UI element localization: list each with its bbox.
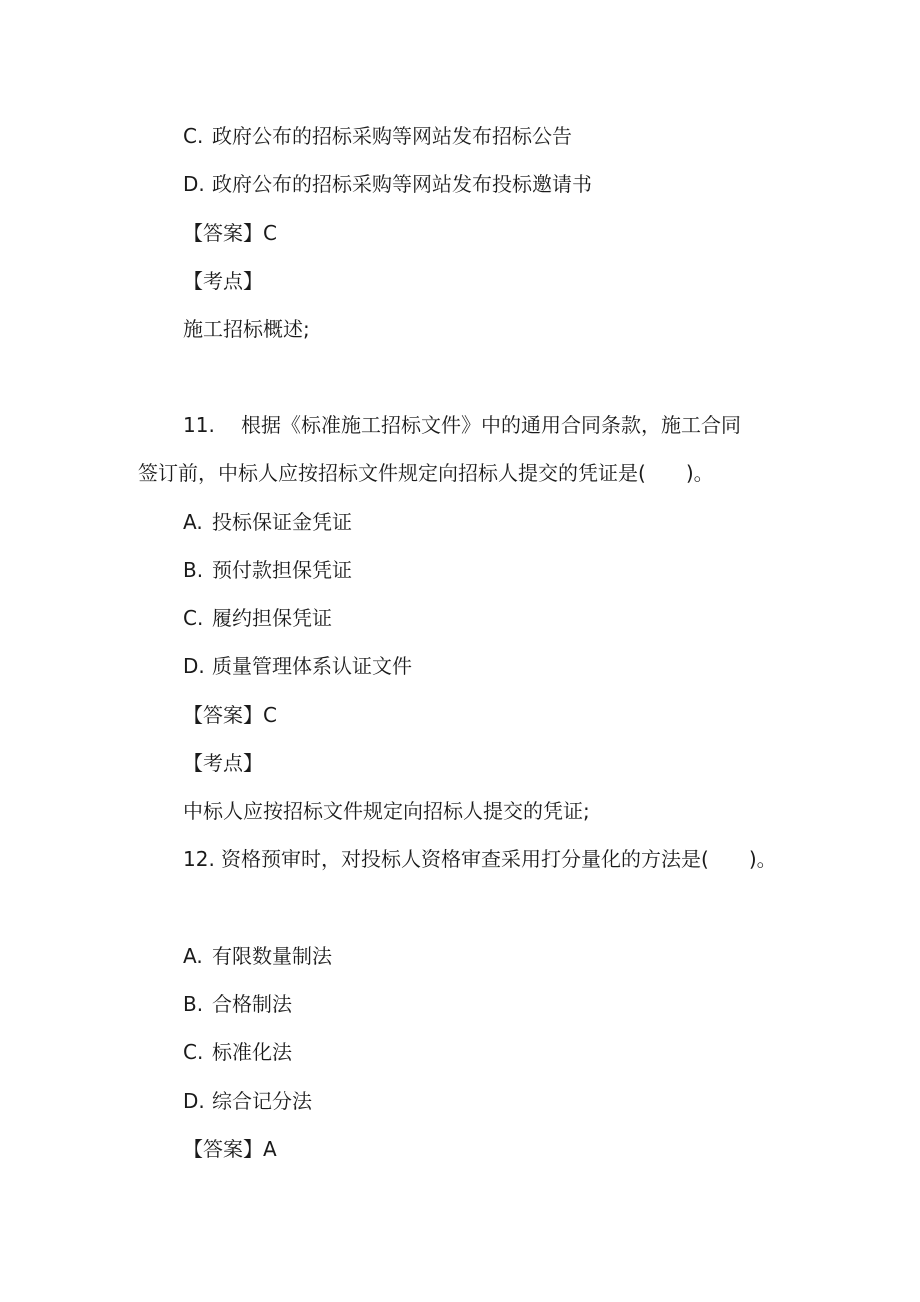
option-c bbox=[183, 604, 332, 632]
exam-point-text: 中标人应按招标文件规定向招标人提交的凭证; bbox=[183, 799, 590, 823]
option-text: 投标保证金凭证 bbox=[212, 510, 352, 534]
option-text: 标准化法 bbox=[212, 1040, 292, 1064]
question-text: 资格预审时，对投标人资格审查采用打分量化的方法是( bbox=[221, 847, 709, 871]
option-letter: A. bbox=[183, 510, 203, 534]
option-b bbox=[183, 990, 292, 1018]
option-letter: C. bbox=[183, 124, 204, 148]
option-letter: D. bbox=[183, 1089, 205, 1113]
question-11-line1 bbox=[183, 411, 741, 439]
option-c bbox=[183, 1038, 292, 1066]
answer-line: 【答案】C bbox=[183, 221, 277, 245]
option-letter: C. bbox=[183, 606, 204, 630]
question-number: 11. bbox=[183, 413, 215, 437]
option-a bbox=[183, 508, 352, 536]
option-d bbox=[183, 170, 592, 198]
question-text-end: )。 bbox=[685, 461, 714, 485]
question-text-end: )。 bbox=[748, 847, 777, 871]
option-text: 合格制法 bbox=[212, 992, 292, 1016]
exam-point-label: 【考点】 bbox=[183, 269, 263, 293]
option-text: 政府公布的招标采购等网站发布招标公告 bbox=[212, 124, 572, 148]
option-text: 履约担保凭证 bbox=[212, 606, 332, 630]
option-text: 政府公布的招标采购等网站发布投标邀请书 bbox=[212, 172, 592, 196]
option-letter: C. bbox=[183, 1040, 204, 1064]
option-letter: D. bbox=[183, 654, 205, 678]
question-number: 12. bbox=[183, 847, 215, 871]
option-text: 有限数量制法 bbox=[212, 944, 332, 968]
option-a bbox=[183, 942, 332, 970]
exam-point-label: 【考点】 bbox=[183, 751, 263, 775]
option-letter: B. bbox=[183, 558, 204, 582]
option-letter: B. bbox=[183, 992, 204, 1016]
answer-line: 【答案】C bbox=[183, 703, 277, 727]
question-text: 根据《标准施工招标文件》中的通用合同条款，施工合同 bbox=[241, 413, 741, 437]
option-d bbox=[183, 1087, 312, 1115]
exam-point-text: 施工招标概述; bbox=[183, 317, 310, 341]
option-c bbox=[183, 122, 572, 150]
option-text: 质量管理体系认证文件 bbox=[212, 654, 412, 678]
option-d bbox=[183, 652, 412, 680]
question-text: 签订前，中标人应按招标文件规定向招标人提交的凭证是( bbox=[138, 461, 646, 485]
option-b bbox=[183, 556, 352, 584]
option-text: 预付款担保凭证 bbox=[212, 558, 352, 582]
question-12 bbox=[183, 845, 777, 873]
answer-line: 【答案】A bbox=[183, 1137, 277, 1161]
option-text: 综合记分法 bbox=[212, 1089, 312, 1113]
question-11-line2 bbox=[138, 459, 714, 487]
option-letter: D. bbox=[183, 172, 205, 196]
option-letter: A. bbox=[183, 944, 203, 968]
